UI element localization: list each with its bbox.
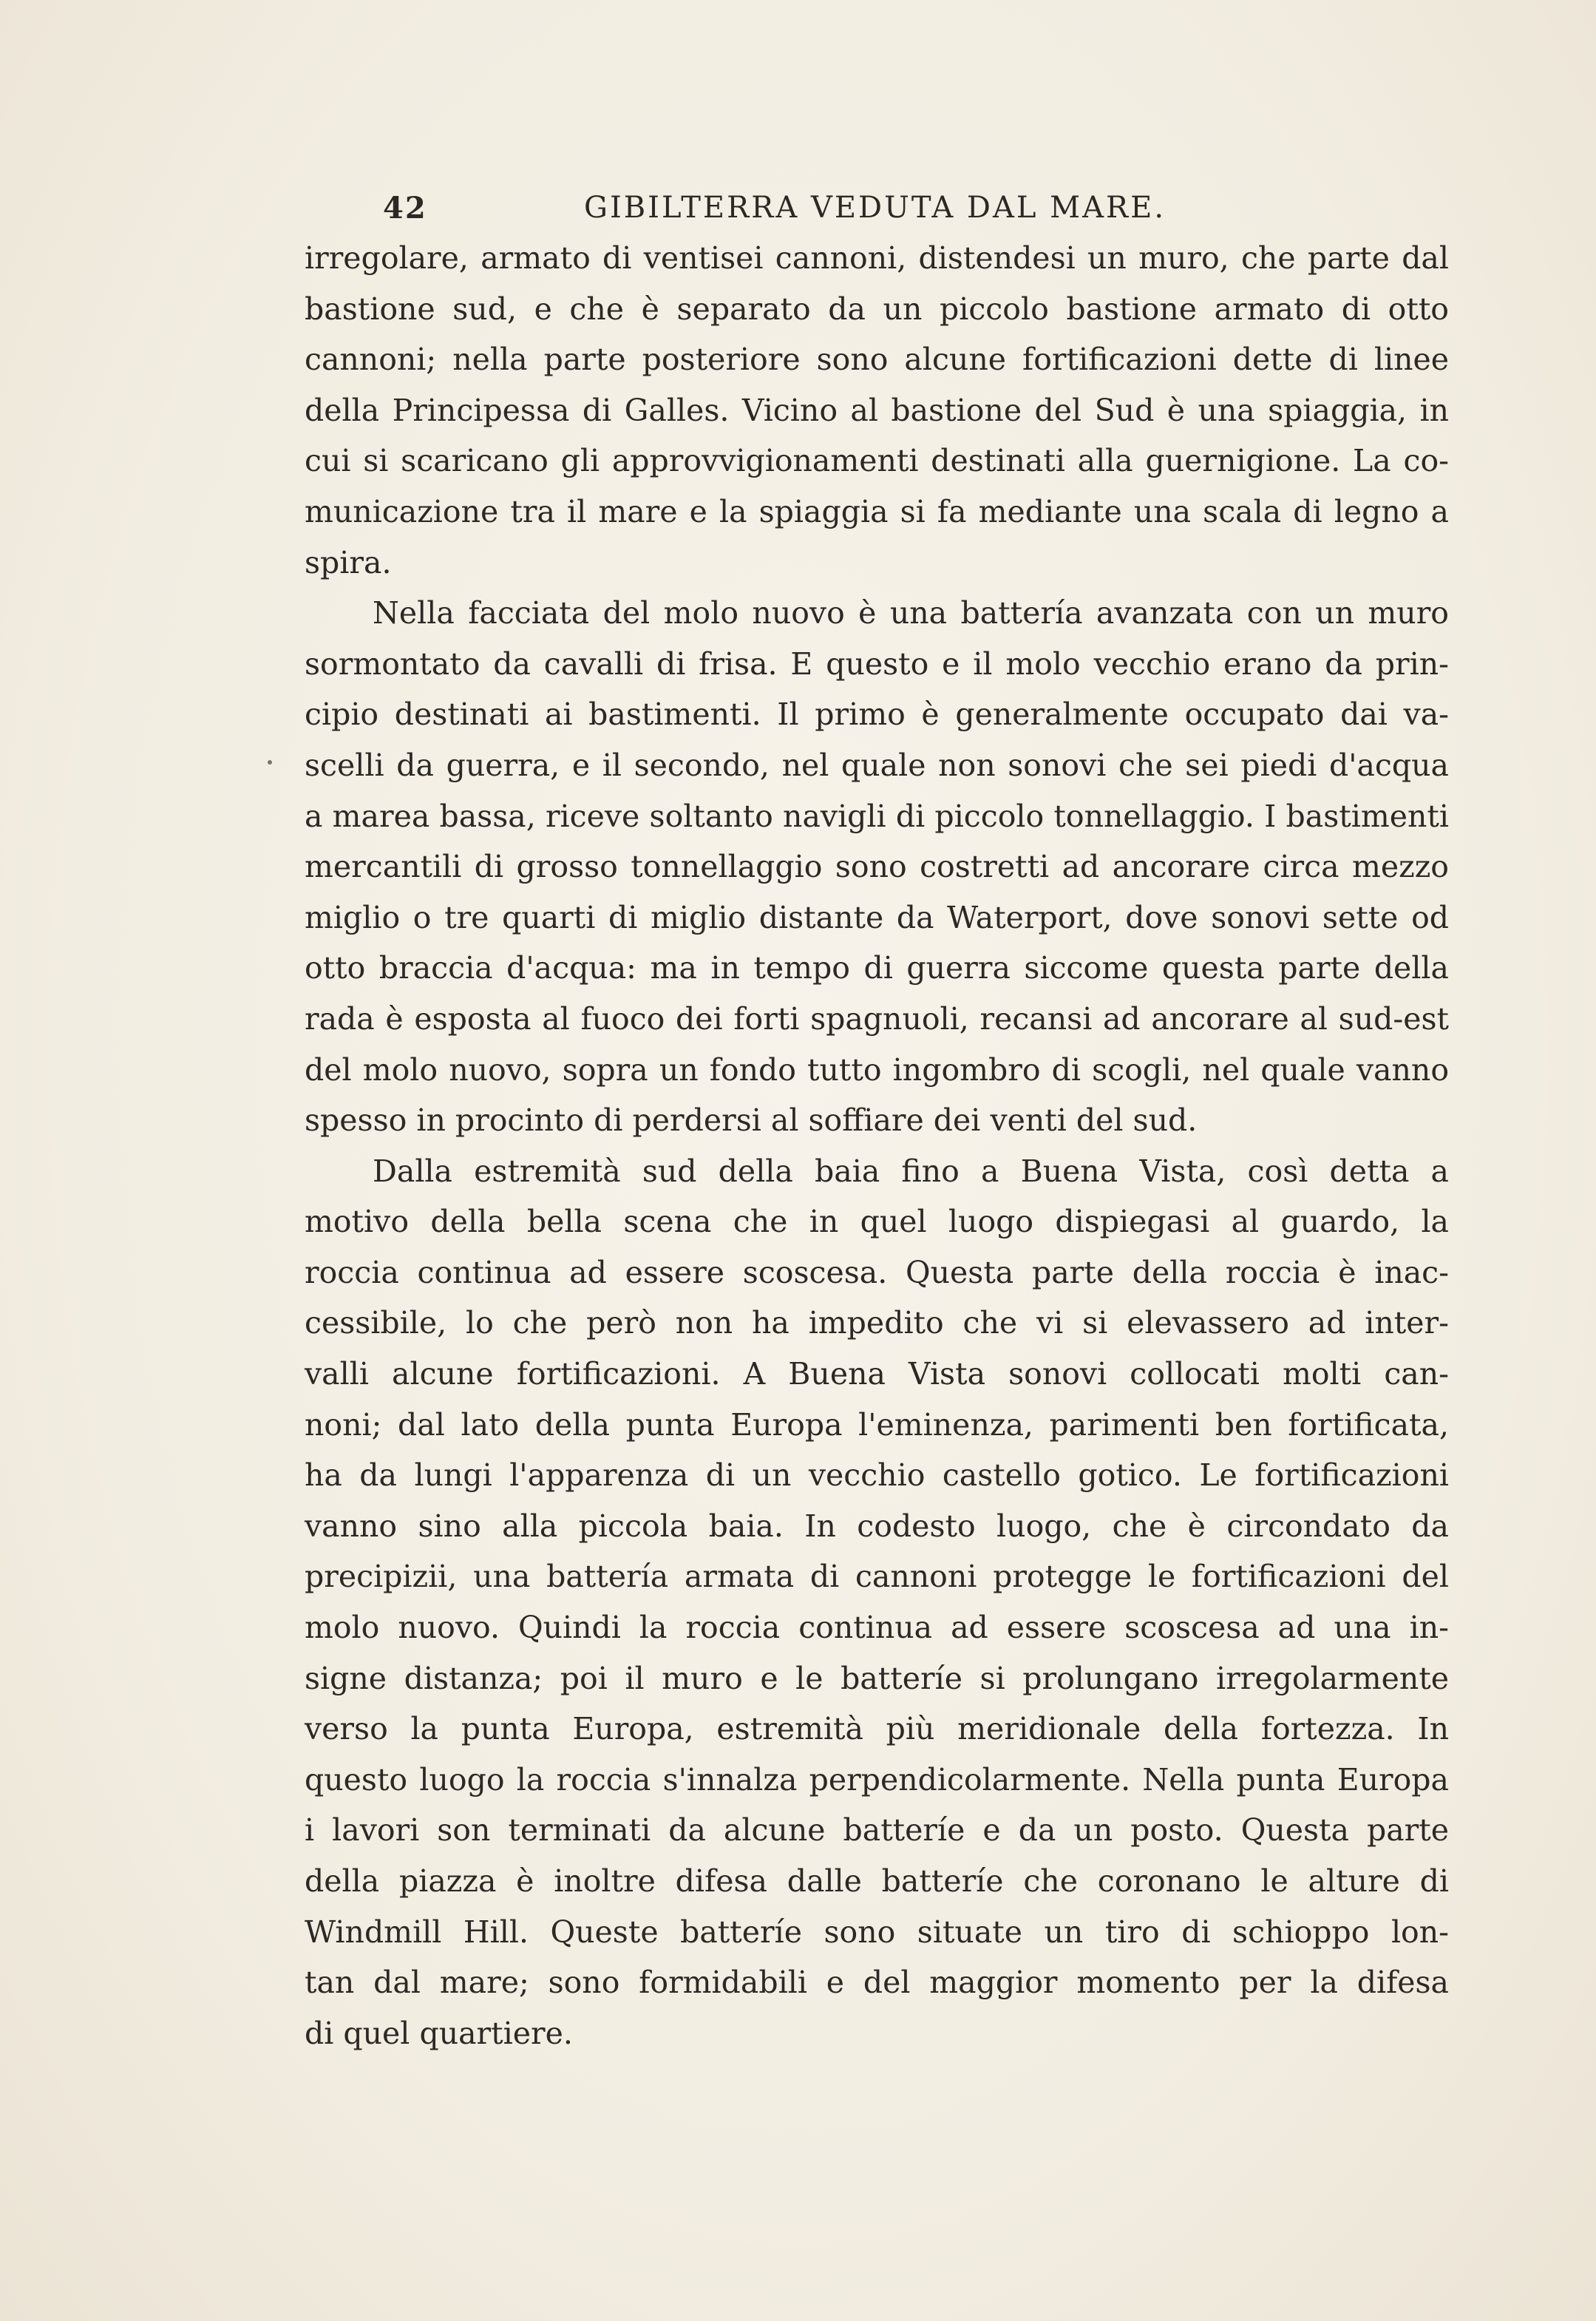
text-line: cannoni; nella parte posteriore sono alcune fortificazioni dette di linee [305,342,1449,378]
text-line: verso la punta Europa, estremità più meridionale della fortezza. In [305,1711,1449,1747]
paragraph-end-line: di quel quartiere. [305,2015,573,2051]
text-line: mercantili di grosso tonnellaggio sono costretti ad ancorare circa mezzo [305,849,1449,885]
text-line: bastione sud, e che è separato da un piccolo bastione armato di otto [305,291,1449,327]
text-line: rada è esposta al fuoco dei forti spagnuoli, recansi ad ancorare al sud-est [305,1000,1449,1037]
text-line: a marea bassa, riceve soltanto navigli di piccolo tonnellaggio. I bastimenti [305,798,1449,834]
text-line: roccia continua ad essere scoscesa. Questa parte della roccia è inac- [305,1254,1449,1290]
text-line: motivo della bella scena che in quel luogo dispiegasi al guardo, la [305,1204,1449,1240]
text-line: tan dal mare; sono formidabili e del maggior momento per la difesa [305,1965,1449,2001]
text-line: miglio o tre quarti di miglio distante da Waterport, dove sonovi sette od [305,899,1449,935]
text-line: della Principessa di Galles. Vicino al bastione del Sud è una spiaggia, in [305,392,1449,428]
text-line: valli alcune fortificazioni. A Buena Vista sonovi collocati molti can- [305,1356,1449,1392]
text-line: Windmill Hill. Queste batteríe sono situate un tiro di schioppo lon- [305,1914,1449,1950]
margin-ink-dot [268,760,272,765]
text-line: cipio destinati ai bastimenti. Il primo è generalmente occupato dai va- [305,697,1449,733]
text-line: molo nuovo. Quindi la roccia continua ad essere scoscesa ad una in- [305,1610,1449,1646]
paragraph-end-line: spira. [305,544,392,580]
body-text [305,233,1449,2059]
text-line: cui si scaricano gli approvvigionamenti destinati alla guernigione. La co- [305,443,1449,479]
paragraph-start-line: Nella facciata del molo nuovo è una battería avanzata con un muro [373,595,1449,631]
text-line: irregolare, armato di ventisei cannoni, distendesi un muro, che parte dal [305,240,1449,276]
text-line: vanno sino alla piccola baia. In codesto luogo, che è circondato da [305,1508,1449,1544]
text-line: sormontato da cavalli di frisa. E questo e il molo vecchio erano da prin- [305,646,1449,682]
paragraph-end-line: spesso in procinto di perdersi al soffiare dei venti del sud. [305,1102,1198,1139]
text-line: ha da lungi l'apparenza di un vecchio castello gotico. Le fortificazioni [305,1457,1449,1494]
page-number: 42 [383,191,427,226]
running-title: GIBILTERRA VEDUTA DAL MARE. [584,191,1167,225]
text-line: questo luogo la roccia s'innalza perpendicolarmente. Nella punta Europa [305,1761,1449,1797]
text-line: cessibile, lo che però non ha impedito che vi si elevassero ad inter- [305,1305,1449,1341]
text-line: municazione tra il mare e la spiaggia si fa mediante una scala di legno a [305,493,1449,529]
text-line: del molo nuovo, sopra un fondo tutto ingombro di scogli, nel quale vanno [305,1051,1449,1088]
text-line: noni; dal lato della punta Europa l'eminenza, parimenti ben fortificata, [305,1406,1449,1443]
page-header [303,191,1456,228]
paragraph-start-line: Dalla estremità sud della baia fino a Buena Vista, così detta a [373,1153,1449,1189]
text-line: scelli da guerra, e il secondo, nel quale non sonovi che sei piedi d'acqua [305,747,1449,783]
text-line: signe distanza; poi il muro e le batteríe si prolungano irregolarmente [305,1660,1449,1696]
text-line: precipizii, una battería armata di cannoni protegge le fortificazioni del [305,1559,1449,1595]
text-line: otto braccia d'acqua: ma in tempo di guerra siccome questa parte della [305,950,1449,986]
text-line: della piazza è inoltre difesa dalle batteríe che coronano le alture di [305,1863,1449,1899]
text-line: i lavori son terminati da alcune batteríe e da un posto. Questa parte [305,1812,1449,1849]
